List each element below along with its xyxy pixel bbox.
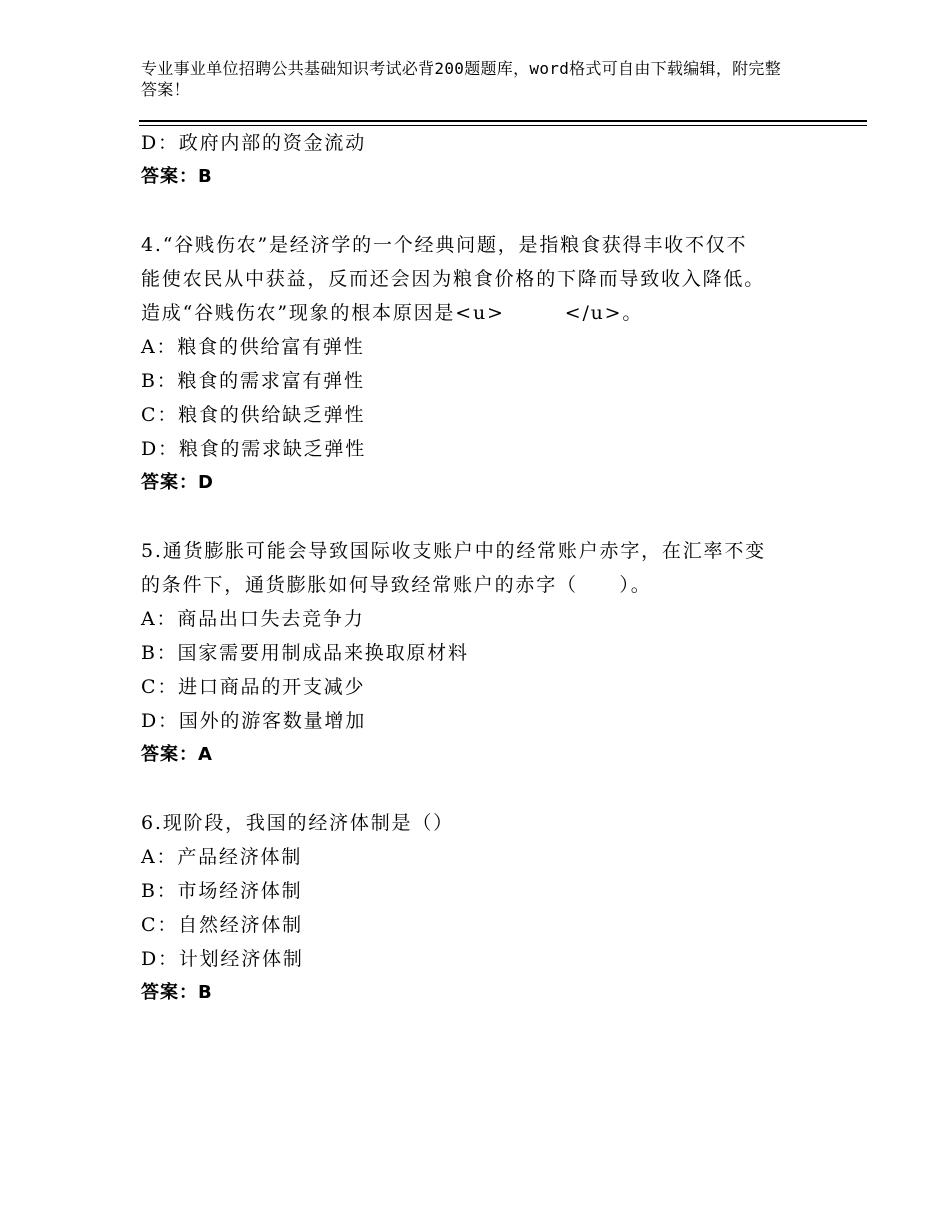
answer-line: 答案：B [141,982,213,1003]
question-6 [141,806,801,1010]
document-body [141,126,801,1010]
option-c: C：进口商品的开支减少 [141,676,366,698]
header-rule-thick [139,120,867,122]
option-d: D：计划经济体制 [141,948,304,970]
answer-line: 答案：B [141,166,213,187]
spacer [141,194,801,228]
option-a: A：粮食的供给富有弹性 [141,336,365,358]
question-stem-text: 造成“谷贱伤农”现象的根本原因是<u> [141,302,505,324]
page-header: 专业事业单位招聘公共基础知识考试必背200题题库，word格式可自由下载编辑，附完整答案！ [141,59,782,99]
option-d: D：粮食的需求缺乏弹性 [141,438,367,460]
option-c: C：粮食的供给缺乏弹性 [141,404,366,426]
option-b: B：市场经济体制 [141,880,303,902]
question-stem-line: 4.“谷贱伤农”是经济学的一个经典问题，是指粮食获得丰收不仅不 [141,234,748,256]
question-stem-line [141,296,801,330]
spacer [141,500,801,534]
option-d: D：政府内部的资金流动 [141,132,367,154]
question-stem-line: 6.现阶段，我国的经济体制是（） [141,812,454,834]
option-b: B：国家需要用制成品来换取原材料 [141,642,469,664]
option-a: A：商品出口失去竞争力 [141,608,365,630]
answer-line: 答案：A [141,744,213,765]
option-a: A：产品经济体制 [141,846,303,868]
question-4 [141,228,801,500]
question-stem-line: 5.通货膨胀可能会导致国际收支账户中的经常账户赤字，在汇率不变 [141,540,766,562]
option-b: B：粮食的需求富有弹性 [141,370,365,392]
question-stem-tail: </u>。 [564,302,644,324]
question-stem-line: 能使农民从中获益，反而还会因为粮食价格的下降而导致收入降低。 [141,268,766,290]
question-5 [141,534,801,772]
question-stem-line: 的条件下，通货膨胀如何导致经常账户的赤字（ ）。 [141,574,652,596]
previous-question-tail [141,126,801,194]
option-c: C：自然经济体制 [141,914,303,936]
spacer [141,772,801,806]
answer-line: 答案：D [141,472,214,493]
option-d: D：国外的游客数量增加 [141,710,367,732]
